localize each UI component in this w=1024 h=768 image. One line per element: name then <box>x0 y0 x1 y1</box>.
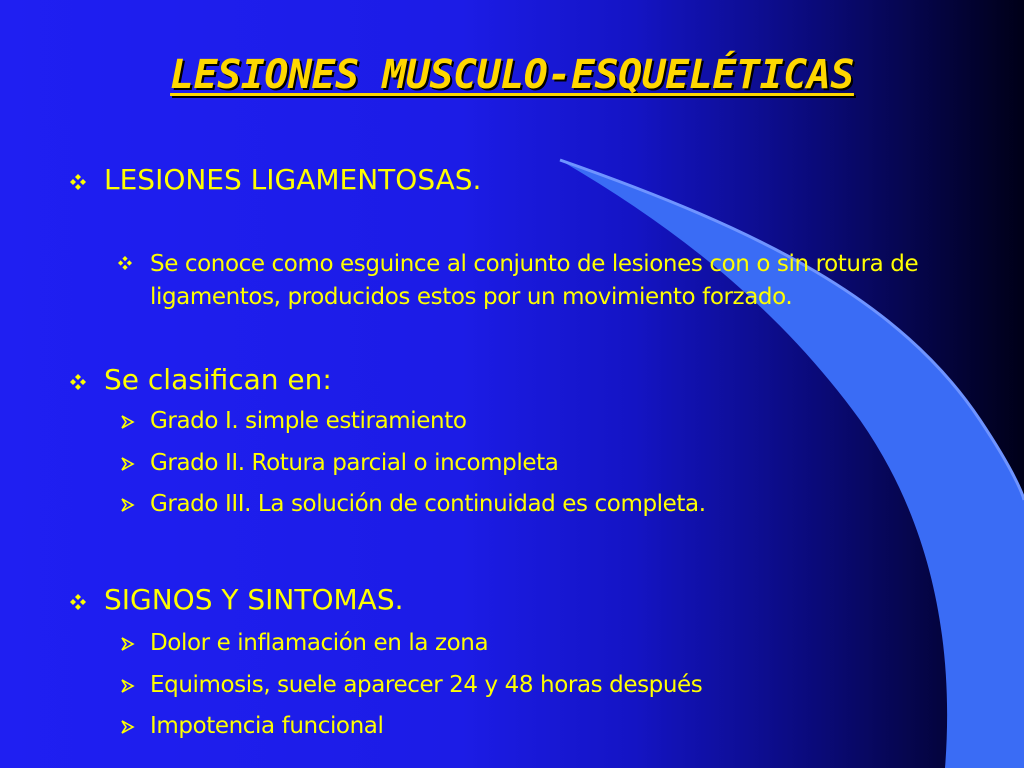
arrow-bullet-icon <box>120 414 136 430</box>
arrow-bullet-icon <box>120 678 136 694</box>
list-item: Grado II. Rotura parcial o incompleta <box>150 450 559 476</box>
section-heading-signos: SIGNOS Y SINTOMAS. <box>104 583 404 616</box>
diamond-bullet-icon <box>118 256 132 270</box>
arrow-bullet-icon <box>120 497 136 513</box>
section-heading-clasificacion: Se clasifican en: <box>104 363 332 396</box>
list-item: Impotencia funcional <box>150 713 384 739</box>
diamond-bullet-icon <box>70 594 86 610</box>
list-item: Equimosis, suele aparecer 24 y 48 horas después <box>150 672 703 698</box>
section-heading-ligamentosas: LESIONES LIGAMENTOSAS. <box>104 163 482 196</box>
list-item: Grado III. La solución de continuidad es completa. <box>150 491 706 517</box>
arrow-bullet-icon <box>120 456 136 472</box>
diamond-bullet-icon <box>70 374 86 390</box>
diamond-bullet-icon <box>70 174 86 190</box>
list-item: Grado I. simple estiramiento <box>150 408 467 434</box>
arrow-bullet-icon <box>120 719 136 735</box>
list-item: Dolor e inflamación en la zona <box>150 630 489 656</box>
arrow-bullet-icon <box>120 636 136 652</box>
esguince-description: Se conoce como esguince al conjunto de lesiones con o sin rotura de ligamentos, producidos estos por un movimiento forzado. <box>150 251 919 310</box>
slide-title: LESIONES MUSCULO-ESQUELÉTICAS <box>170 52 854 98</box>
